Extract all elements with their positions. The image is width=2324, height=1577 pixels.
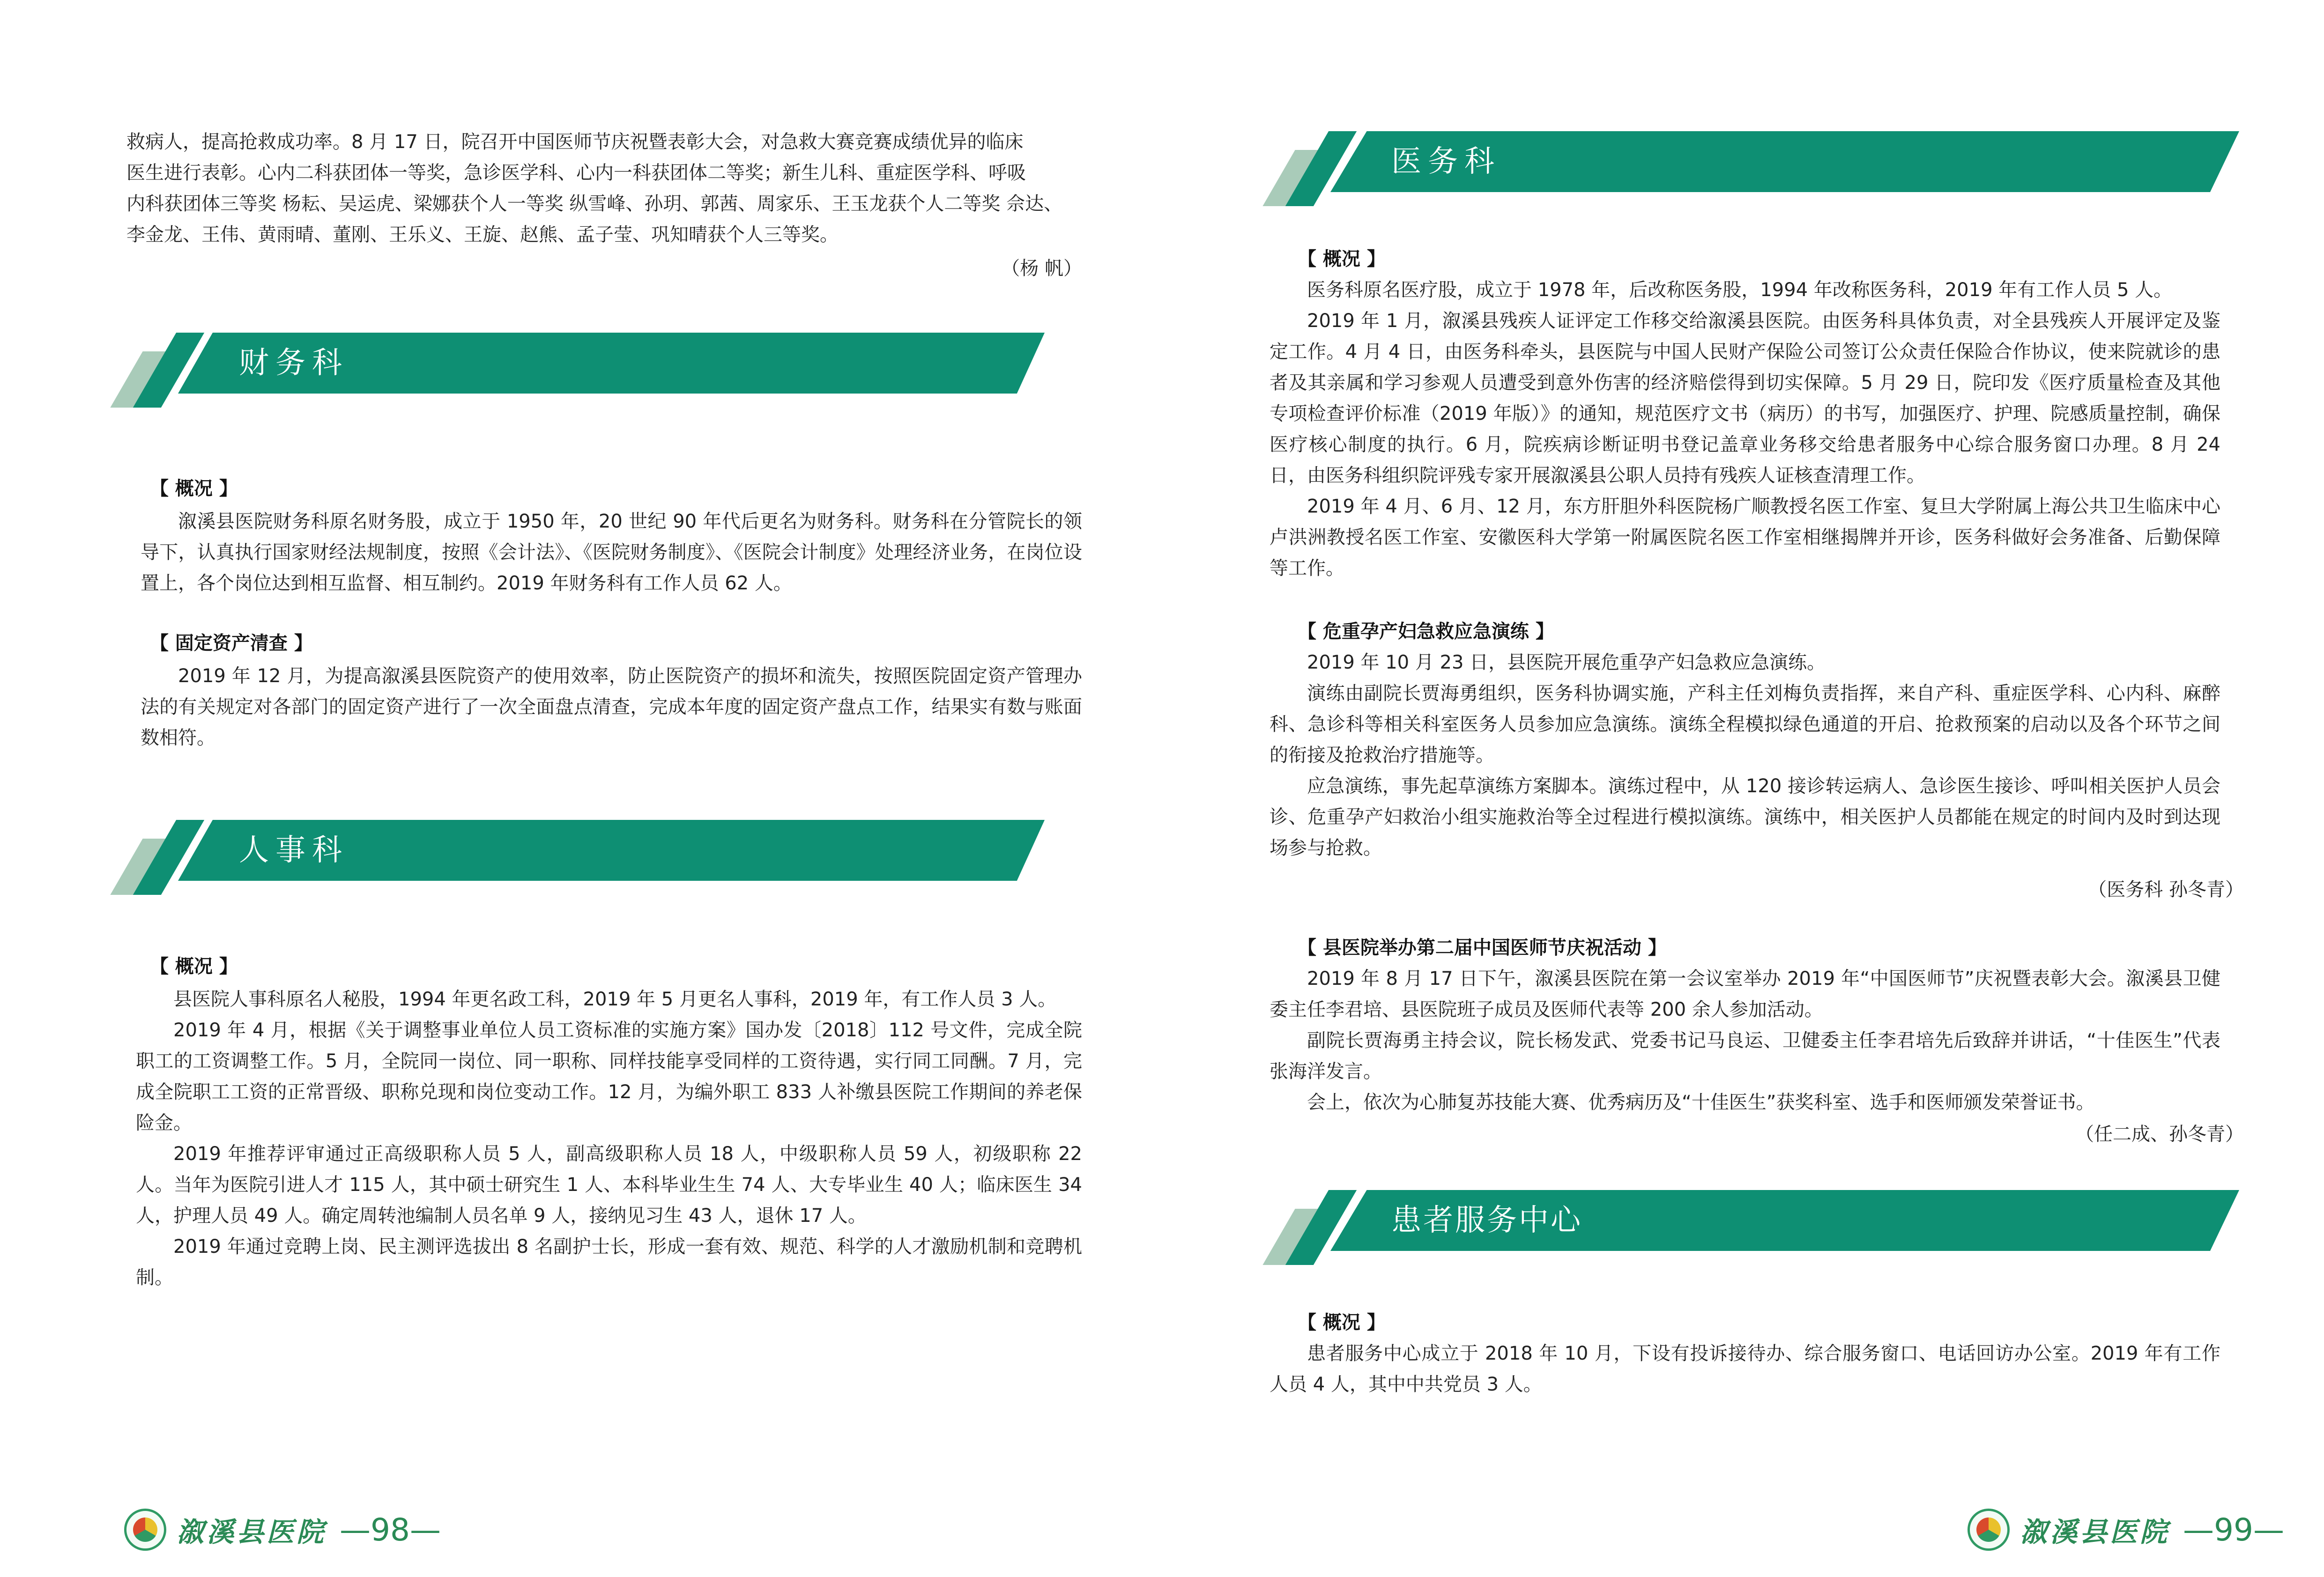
- drill-paragraph-2: 演练由副院长贾海勇组织，医务科协调实施，产科主任刘梅负责指挥，来自产科、重症医学科、心内科、麻醉科、急诊科等相关科室医务人员参加应急演练。演练全程模拟绿色通道的开启、抢救预案的启动以及各个环节之间的衔接及抢救治疗措施等。: [1270, 683, 2220, 766]
- right-footer: [1968, 1504, 2284, 1555]
- medical-section-banner: [1279, 117, 2239, 225]
- hospital-logo-icon: [124, 1509, 166, 1551]
- intro-line: 李金龙、王伟、黄雨晴、董刚、王乐义、王旋、赵熊、孟子莹、巩知晴获个人三等奖。: [126, 224, 839, 245]
- medical-paragraph-3: 2019 年 4 月、6 月、12 月，东方肝胆外科医院杨广顺教授名医工作室、复旦大学附属上海公共卫生临床中心卢洪洲教授名医工作室、安徽医科大学第一附属医院名医工作室相继揭牌并开诊，医务科做好会务准备、后勤保障等工作。: [1270, 496, 2220, 579]
- footer-hospital-name: 溆溪县医院: [2020, 1516, 2170, 1548]
- drill-signature: （医务科 孙冬青）: [2088, 879, 2244, 900]
- personnel-paragraph-3: 2019 年推荐评审通过正高级职称人员 5 人，副高级职称人员 18 人，中级职称人员 59 人，初级职称 22 人。当年为医院引进人才 115 人，其中硕士研究生 1 人、本科毕业生生 74 人、大专毕业生 40 人；临床医生 34 人，护理人员 49 人。确定周转池编制人员名单 9 人，接纳见习生 43 人，退休 17 人。: [136, 1143, 1082, 1227]
- footer-hospital-name: 溆溪县医院: [177, 1516, 327, 1548]
- drill-paragraph-1: 2019 年 10 月 23 日，县医院开展危重孕产妇急救应急演练。: [1307, 652, 1826, 673]
- festival-label: 【 县医院举办第二届中国医师节庆祝活动 】: [1298, 937, 1667, 959]
- patient-center-title: 患者服务中心: [1391, 1203, 1582, 1238]
- right-page: [1162, 0, 2324, 1577]
- medical-title: 医务科: [1391, 144, 1501, 179]
- finance-overview-label: 【 概况 】: [150, 478, 238, 499]
- medical-overview-label: 【 概况 】: [1298, 248, 1386, 270]
- intro-paragraph: [126, 126, 1082, 250]
- patient-overview-label: 【 概况 】: [1298, 1312, 1386, 1333]
- personnel-section-banner: [126, 806, 1045, 914]
- intro-line: 救病人，提高抢救成功率。8 月 17 日，院召开中国医师节庆祝暨表彰大会，对急救大赛竞赛成绩优异的临床: [126, 131, 1024, 153]
- patient-center-section-banner: [1279, 1176, 2239, 1284]
- drill-paragraph-3: 应急演练，事先起草演练方案脚本。演练过程中，从 120 接诊转运病人、急诊医生接诊、呼叫相关医护人员会诊、危重孕产妇救治小组实施救治等全过程进行模拟演练。演练中，相关医护人员都能在规定的时间内及时到达现场参与抢救。: [1270, 775, 2220, 859]
- medical-paragraph-1: 医务科原名医疗股，成立于 1978 年，后改称医务股，1994 年改称医务科，2019 年有工作人员 5 人。: [1307, 279, 2173, 301]
- festival-paragraph-2: 副院长贾海勇主持会议，院长杨发武、党委书记马良运、卫健委主任李君培先后致辞并讲话，“十佳医生”代表张海洋发言。: [1270, 1030, 2220, 1082]
- hospital-logo-icon: [1968, 1509, 2010, 1551]
- patient-paragraph-1: 患者服务中心成立于 2018 年 10 月，下设有投诉接待办、综合服务窗口、电话回访办公室。2019 年有工作人员 4 人，其中中共党员 3 人。: [1270, 1343, 2220, 1395]
- medical-paragraph-2: 2019 年 1 月，溆溪县残疾人证评定工作移交给溆溪县医院。由医务科具体负责，对全县残疾人开展评定及鉴定工作。4 月 4 日，由医务科牵头，县医院与中国人民财产保险公司签订公众责任保险合作协议，使来院就诊的患者及其亲属和学习参观人员遭受到意外伤害的经济赔偿得到切实保障。5 月 29 日，院印发《医疗质量检查及其他专项检查评价标准（2019 年版）》的通知，规范医疗文书（病历）的书写，加强医疗、护理、院感质量控制，确保医疗核心制度的执行。6 月，院疾病诊断证明书登记盖章业务移交给患者服务中心综合服务窗口办理。8 月 24 日，由医务科组织院评残专家开展溆溪县公职人员持有残疾人证核查清理工作。: [1270, 310, 2220, 486]
- finance-overview-text: 溆溪县医院财务科原名财务股，成立于 1950 年，20 世纪 90 年代后更名为财务科。财务科在分管院长的领导下，认真执行国家财经法规制度，按照《会计法》、《医院财务制度》、《医院会计制度》处理经济业务，在岗位设置上，各个岗位达到相互监督、相互制约。2019 年财务科有工作人员 62 人。: [141, 511, 1082, 594]
- page-number: —99—: [2183, 1511, 2284, 1548]
- finance-title: 财务科: [239, 346, 349, 380]
- festival-paragraph-1: 2019 年 8 月 17 日下午，溆溪县医院在第一会议室举办 2019 年“中国医师节”庆祝暨表彰大会。溆溪县卫健委主任李君培、县医院班子成员及医师代表等 200 余人参加活动。: [1270, 968, 2220, 1020]
- intro-line: 内科获团体三等奖 杨耘、吴运虎、梁娜获个人一等奖 纵雪峰、孙玥、郭茜、周家乐、王玉龙获个人二等奖 佘达、: [126, 193, 1063, 215]
- fixed-asset-text: 2019 年 12 月，为提高溆溪县医院资产的使用效率，防止医院资产的损坏和流失，按照医院固定资产管理办法的有关规定对各部门的固定资产进行了一次全面盘点清查，完成本年度的固定资产盘点工作，结果实有数与账面数相符。: [141, 665, 1082, 749]
- left-footer: [124, 1504, 441, 1555]
- personnel-paragraph-2: 2019 年 4 月，根据《关于调整事业单位人员工资标准的实施方案》国办发〔2018〕112 号文件，完成全院职工的工资调整工作。5 月，全院同一岗位、同一职称、同样技能享受同样的工资待遇，实行同工同酬。7 月，完成全院职工工资的正常晋级、职称兑现和岗位变动工作。12 月，为编外职工 833 人补缴县医院工作期间的养老保险金。: [136, 1019, 1082, 1134]
- personnel-paragraph-1: 县医院人事科原名人秘股，1994 年更名政工科，2019 年 5 月更名人事科，2019 年，有工作人员 3 人。: [173, 989, 1057, 1010]
- personnel-title: 人事科: [239, 833, 349, 868]
- page-number: —98—: [340, 1511, 441, 1548]
- fixed-asset-label: 【 固定资产清查 】: [150, 632, 313, 654]
- personnel-overview-label: 【 概况 】: [150, 956, 238, 977]
- intro-line: 医生进行表彰。心内二科获团体一等奖，急诊医学科、心内一科获团体二等奖；新生儿科、重症医学科、呼吸: [126, 162, 1026, 184]
- festival-signature: （任二成、孙冬青）: [2075, 1123, 2244, 1145]
- drill-label: 【 危重孕产妇急救应急演练 】: [1298, 621, 1554, 642]
- personnel-paragraph-4: 2019 年通过竞聘上岗、民主测评选拔出 8 名副护士长，形成一套有效、规范、科学的人才激励机制和竞聘机制。: [136, 1236, 1082, 1288]
- festival-paragraph-3: 会上，依次为心肺复苏技能大赛、优秀病历及“十佳医生”获奖科室、选手和医师颁发荣誉证书。: [1307, 1092, 2095, 1113]
- finance-section-banner: [126, 319, 1045, 426]
- intro-signature: （杨 帆）: [1001, 258, 1082, 279]
